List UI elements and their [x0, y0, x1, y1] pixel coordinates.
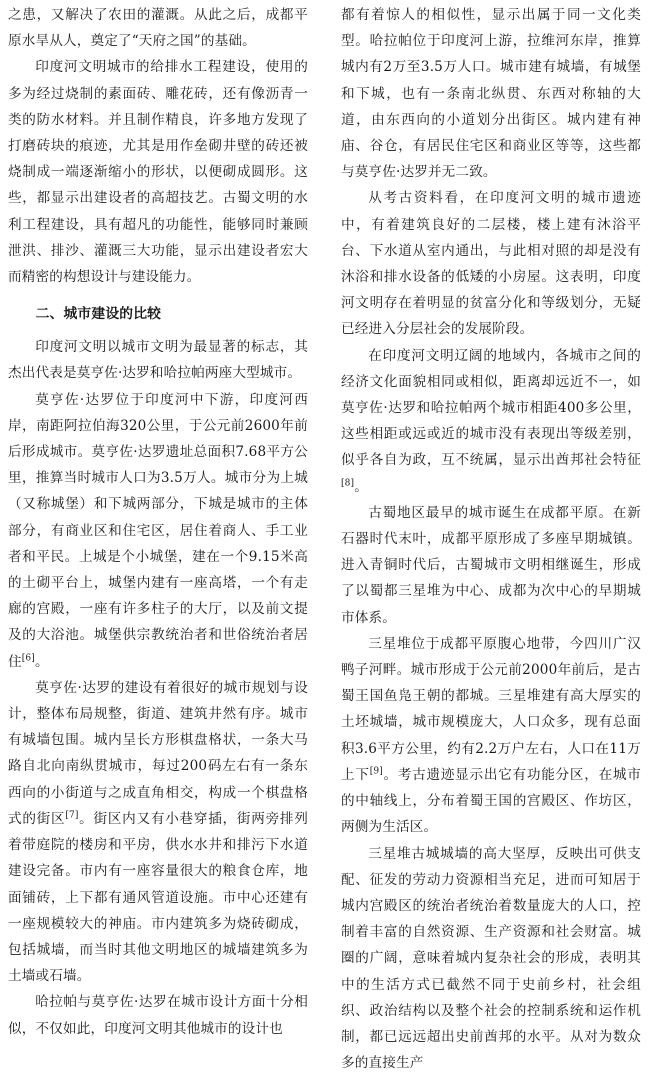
paragraph-text: 三星堆位于成都平原腹心地带，今四川广汉鸭子河畔。城市形成于公元前2000年前后，是古蜀王国鱼凫王朝的都城。三星堆建有高大厚实的土坯城墙，城市规模庞大，人口众多，现有总面积3.6平方公里，约有2.2万户左右，人口在11万上下 — [341, 636, 641, 783]
paragraph-text: 莫亨佐·达罗的建设有着很好的城市规划与设计，整体布局规整，街道、建筑井然有序。城市有城墙包围。城内呈长方形棋盘格状，一条大马路自北向南纵贯城市，每过200码左右有一条东西向的小街道与之成直角相交，构成一个棋盘格式的街区 — [8, 680, 308, 827]
paragraph-text: 。街区内又有小巷穿插，街两旁排列着带庭院的楼房和平房，供水水井和排污下水道建设完备。市内有一座容量很大的粮食仓库，地面铺砖，上下都有通风管道设施。市中心还建有一座规模较大的神庙。市内建筑多为烧砖砌成，包括城墙，而当时其他文明地区的城墙建筑多为土墙或石墙。 — [8, 811, 308, 984]
right-column — [341, 2, 641, 1076]
paragraph-water-supply: 印度河文明城市的给排水工程建设，使用的多为经过烧制的素面砖、雕花砖，还有像沥青一类的防水材料。并且制作精良，许多地方发现了打磨砖块的痕迹，尤其是用作垒砌井壁的砖还被烧制成一端逐渐缩小的形状，以便砌成圆形。这些，都显示出建设者的高超技艺。古蜀文明的水利工程建设，具有超凡的功能性，能够同时兼顾泄洪、排沙、灌溉三大功能，显示出建设者宏大而精密的构想设计与建设能力。 — [8, 54, 308, 290]
paragraph-text: 。 — [354, 479, 368, 495]
citation-ref: [6] — [22, 653, 35, 663]
paragraph-text: 莫亨佐·达罗位于印度河中下游，印度河西岸，南距阿拉伯海320公里，于公元前2600年前后形成城市。莫亨佐·达罗遗址总面积7.68平方公里，推算当时城市人口为3.5万人。城市分为上城（又称城堡）和下城两部分，下城是城市的主体部分，有商业区和住宅区，居住着商人、手工业者和平民。上城是个小城堡，建在一个9.15米高的土砌平台上，城堡内建有一座高塔，一个有走廊的宫殿，一座有许多柱子的大厅，以及前文提及的大浴池。城堡供宗教统治者和世俗统治者居住 — [8, 392, 308, 670]
paragraph-harappa-continuation: 都有着惊人的相似性，显示出属于同一文化类型。哈拉帕位于印度河上游，拉维河东岸，推算城内有2万至3.5万人口。城市建有城墙，有城堡和下城，也有一条南北纵贯、东西对称轴的大道，由东西向的小道划分出街区。城内建有神庙、谷仓，有居民住宅区和商业区等等，这些都与莫亨佐·达罗并无二致。 — [341, 2, 641, 185]
citation-ref: [7] — [65, 810, 78, 820]
left-column — [8, 2, 308, 1042]
paragraph-continuation: 之患，又解决了农田的灌溉。从此之后，成都平原水旱从人，奠定了“天府之国”的基础。 — [8, 2, 308, 54]
paragraph-city-planning — [8, 675, 308, 989]
paragraph-indus-city-intro: 印度河文明以城市文明为最显著的标志，其杰出代表是莫亨佐·达罗和哈拉帕两座大型城市。 — [8, 334, 308, 386]
paragraph-text: 在印度河文明辽阔的地域内，各城市之间的经济文化面貌相同或相似，距离却远近不一，如莫亨佐·达罗和哈拉帕两个城市相距400多公里，这些相距或远或近的城市没有表现出等级差别，似乎各自为政，互不统属，显示出酋邦社会特征 — [341, 348, 641, 469]
paragraph-text: 。考古遗迹显示出它有功能分区，在城市的中轴线上，分布着蜀王国的宫殿区、作坊区，两侧为生活区。 — [341, 767, 641, 835]
paragraph-ancient-shu-cities: 古蜀地区最早的城市诞生在成都平原。在新石器时代末叶，成都平原形成了多座早期城镇。进入青铜时代后，古蜀城市文明相继诞生，形成了以蜀都三星堆为中心、成都为次中心的早期城市体系。 — [341, 500, 641, 631]
paragraph-city-walls: 三星堆古城城墙的高大坚厚，反映出可供支配、征发的劳动力资源相当充足，进而可知居于城内宫殿区的统治者统治着数量庞大的人口，控制着丰富的自然资源、生产资源和社会财富。城圈的广阔，意味着城内复杂社会的形成，表明其中的生活方式已截然不同于史前乡村，社会组织、政治结构以及整个社会的控制系统和运作机制，都已远远超出史前酋邦的水平。从对为数众多的直接生产 — [341, 841, 641, 1076]
paragraph-harappa-start: 哈拉帕与莫亨佐·达罗在城市设计方面十分相似，不仅如此，印度河文明其他城市的设计也 — [8, 989, 308, 1041]
paragraph-mohenjo-daro — [8, 387, 308, 675]
paragraph-archaeology: 从考古资料看，在印度河文明的城市遗迹中，有着建筑良好的二层楼，楼上建有沐浴平台、下水道从室内通出，与此相对照的却是没有沐浴和排水设备的低矮的小房屋。这表明，印度河文明存在着明显的贫富分化和等级划分，无疑已经进入分层社会的发展阶段。 — [341, 185, 641, 342]
paragraph-text: 。 — [35, 654, 49, 670]
citation-ref: [8] — [341, 478, 354, 488]
section-heading: 二、城市建设的比较 — [8, 302, 308, 326]
paragraph-sanxingdui — [341, 631, 641, 841]
citation-ref: [9] — [370, 766, 383, 776]
paragraph-chiefdom — [341, 343, 641, 500]
